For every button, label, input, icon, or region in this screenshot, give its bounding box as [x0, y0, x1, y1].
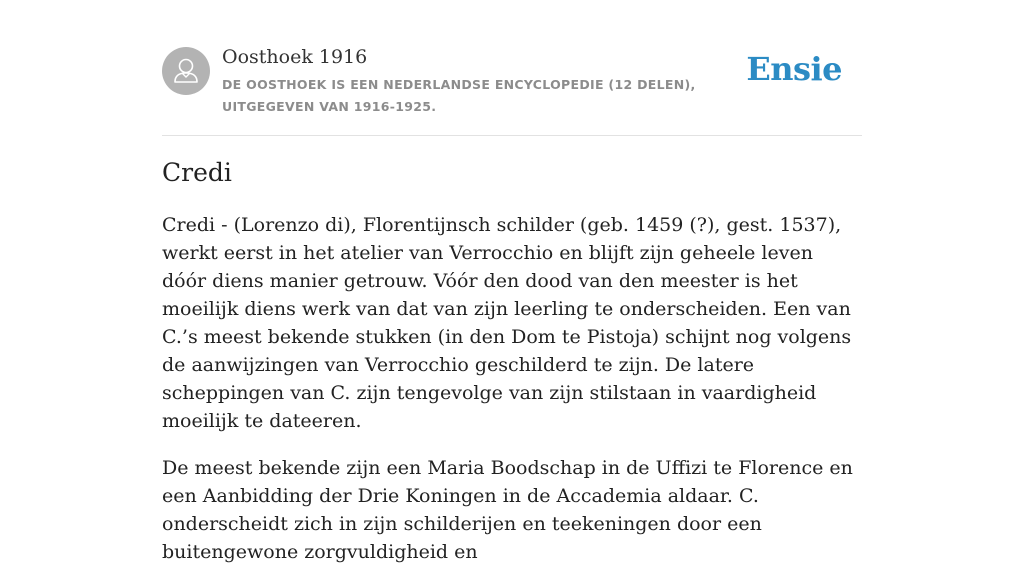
article-body	[162, 211, 862, 585]
article-title: Credi	[162, 158, 232, 187]
ensie-logo[interactable]: Ensie	[746, 50, 842, 88]
source-header	[162, 44, 862, 136]
source-description: DE OOSTHOEK IS EEN NEDERLANDSE ENCYCLOPEDIE (12 DELEN), UITGEGEVEN VAN 1916-1925.	[222, 77, 696, 114]
article-paragraph: De meest bekende zijn een Maria Boodschap in de Uffizi te Florence en een Aanbidding der Drie Koningen in de Accademia aldaar. C. onderscheidt zich in zijn schilderijen en teekeningen door een buitengewone zorgvuldigheid en	[162, 457, 853, 563]
source-name[interactable]: Oosthoek 1916	[222, 46, 368, 68]
user-icon[interactable]	[162, 47, 210, 95]
divider	[162, 135, 862, 136]
article-paragraph: Credi - (Lorenzo di), Florentijnsch schilder (geb. 1459 (?), gest. 1537), werkt eerst in het atelier van Verrocchio en blijft zijn geheele leven dóór diens manier getrouw. Vóór den dood van den meester is het moeilijk diens werk van dat van zijn leerling te onderscheiden. Een van C.’s meest bekende stukken (in den Dom te Pistoja) schijnt nog volgens de aanwijzingen van Verrocchio geschilderd te zijn. De latere scheppingen van C. zijn tengevolge van zijn stilstaan in vaardigheid moeilijk te dateeren.	[162, 214, 852, 432]
